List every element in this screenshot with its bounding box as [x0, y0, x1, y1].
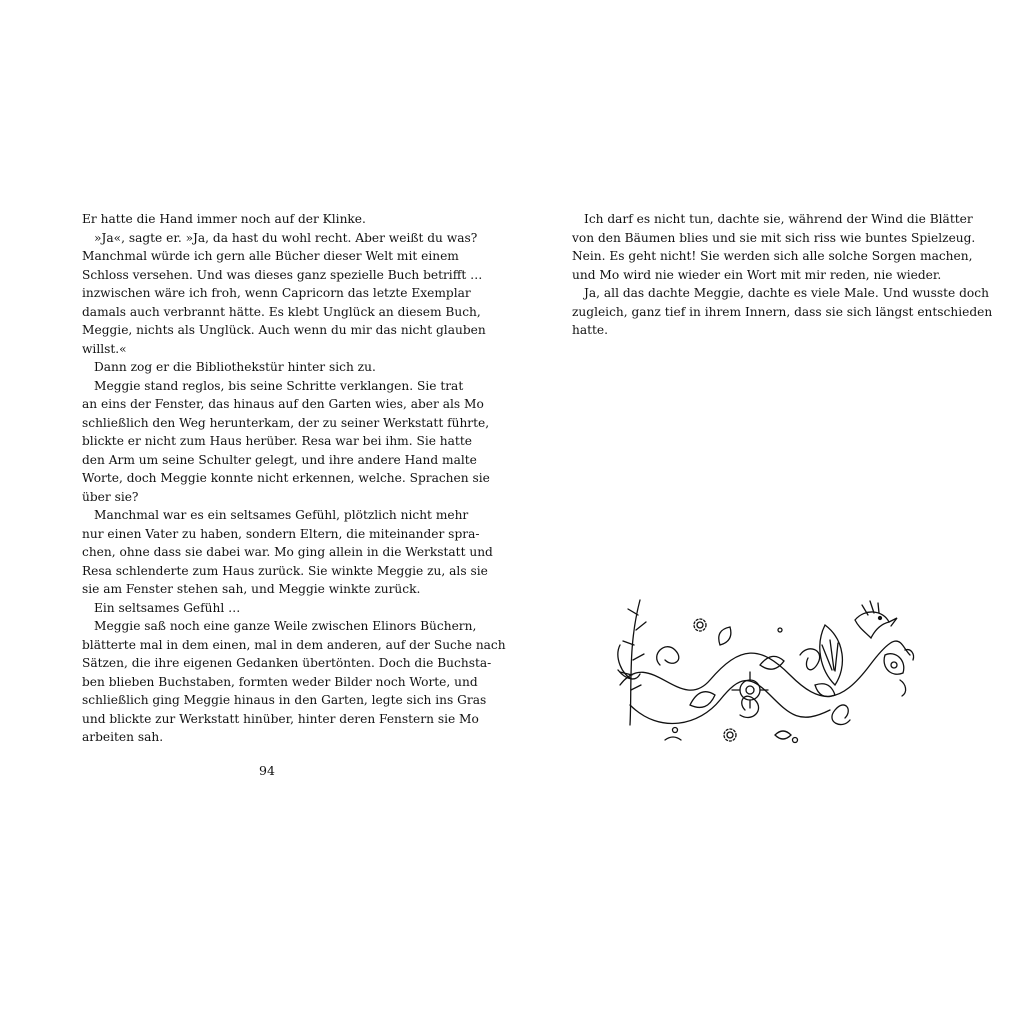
right-page-text [572, 210, 993, 340]
left-page [82, 0, 506, 1024]
text-line: schließlich den Weg herunterkam, der zu seiner Werkstatt führte, [82, 415, 490, 430]
text-line: Sätzen, die ihre eigenen Gedanken übertönten. Doch die Buchsta- [82, 656, 492, 670]
text-line: Manchmal war es ein seltsames Gefühl, plötzlich nicht mehr [94, 508, 469, 522]
text-line: nur einen Vater zu haben, sondern Eltern, die miteinander spra- [82, 526, 480, 541]
text-line: zugleich, ganz tief in ihrem Innern, dass sie sich längst entschieden [572, 304, 993, 319]
text-line: und blickte zur Werkstatt hinüber, hinter deren Fenstern sie Mo [82, 711, 479, 726]
text-line: chen, ohne dass sie dabei war. Mo ging allein in die Werkstatt und [82, 545, 493, 559]
text-line: an eins der Fenster, das hinaus auf den Garten wies, aber als Mo [82, 397, 484, 411]
text-line: hatte. [572, 323, 608, 337]
text-line: Resa schlenderte zum Haus zurück. Sie winkte Meggie zu, als sie [82, 563, 488, 578]
text-line: von den Bäumen blies und sie mit sich riss wie buntes Spielzeug. [572, 230, 976, 245]
right-page [572, 0, 993, 1024]
text-line: Ich darf es nicht tun, dachte sie, während der Wind die Blätter [584, 212, 973, 226]
text-line: »Ja«, sagte er. »Ja, da hast du wohl recht. Aber weißt du was? [94, 230, 478, 245]
text-line: blätterte mal in dem einen, mal in dem anderen, auf der Suche nach [82, 637, 506, 652]
text-line: Manchmal würde ich gern alle Bücher dieser Welt mit einem [82, 249, 459, 263]
page-number: 94 [259, 763, 275, 778]
text-line: inzwischen wäre ich froh, wenn Capricorn das letzte Exemplar [82, 286, 471, 300]
text-line: Meggie saß noch eine ganze Weile zwischen Elinors Büchern, [94, 619, 477, 633]
text-line: Ein seltsames Gefühl … [94, 600, 241, 615]
text-line: Schloss versehen. Und was dieses ganz spezielle Buch betrifft … [82, 267, 483, 282]
text-line: Meggie, nichts als Unglück. Auch wenn du mir das nicht glauben [82, 323, 486, 337]
text-line: Ja, all das dachte Meggie, dachte es viele Male. Und wusste doch [584, 286, 989, 300]
text-line: über sie? [82, 489, 139, 504]
left-page-text [82, 210, 506, 747]
floral-vine-illustration [600, 585, 920, 755]
text-line: den Arm um seine Schulter gelegt, und ihre andere Hand malte [82, 452, 477, 467]
text-line: Dann zog er die Bibliothekstür hinter sich zu. [94, 360, 376, 374]
text-line: damals auch verbrannt hätte. Es klebt Unglück an diesem Buch, [82, 304, 481, 319]
text-line: Meggie stand reglos, bis seine Schritte verklangen. Sie trat [94, 378, 464, 393]
text-line: Er hatte die Hand immer noch auf der Klinke. [82, 212, 366, 226]
text-line: willst.« [82, 341, 127, 356]
text-line: und Mo wird nie wieder ein Wort mit mir reden, nie wieder. [572, 267, 942, 282]
text-line: schließlich ging Meggie hinaus in den Garten, legte sich ins Gras [82, 693, 487, 707]
text-line: arbeiten sah. [82, 730, 164, 744]
text-line: ben blieben Buchstaben, formten weder Bilder noch Worte, und [82, 674, 478, 689]
text-line: Worte, doch Meggie konnte nicht erkennen, welche. Sprachen sie [82, 471, 490, 485]
text-line: blickte er nicht zum Haus herüber. Resa war bei ihm. Sie hatte [82, 434, 472, 448]
text-line: Nein. Es geht nicht! Sie werden sich alle solche Sorgen machen, [572, 249, 973, 263]
text-line: sie am Fenster stehen sah, und Meggie winkte zurück. [82, 582, 421, 596]
